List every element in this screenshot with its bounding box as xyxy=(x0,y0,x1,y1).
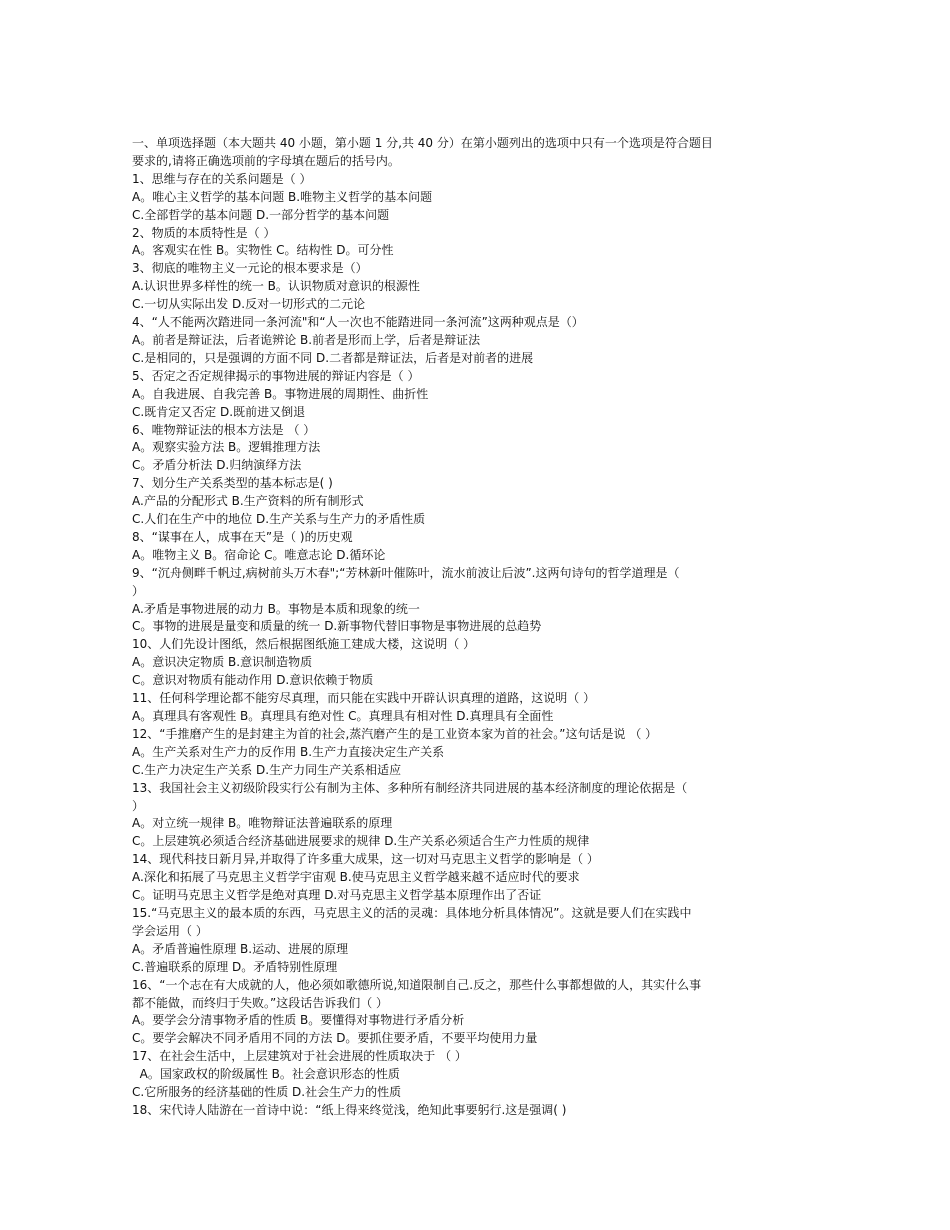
question-14-options-cd: C。证明马克思主义哲学是绝对真理 D.对马克思主义哲学基本原理作出了否证 xyxy=(132,888,542,903)
question-10-options-ab: A。意识决定物质 B.意识制造物质 xyxy=(132,655,313,670)
question-6-options-cd: C。矛盾分析法 D.归纳演绎方法 xyxy=(132,458,302,473)
question-11-options: A。真理具有客观性 B。真理具有绝对性 C。真理具有相对性 D.真理具有全面性 xyxy=(132,709,554,723)
question-12: 12、“手推磨产生的是封建主为首的社会,蒸汽磨产生的是工业资本家为首的社会。”这句话是说 （ ） xyxy=(132,726,658,741)
question-3-options-cd: C.一切从实际出发 D.反对一切形式的二元论 xyxy=(132,297,366,312)
question-16-cont: 都不能做，而终归于失败。”这段话告诉我们（ ） xyxy=(132,995,389,1010)
question-1-options-cd: C.全部哲学的基本问题 D.一部分哲学的基本问题 xyxy=(132,207,390,222)
question-1: 1、思维与存在的关系问题是（ ） xyxy=(132,171,312,186)
question-7-options-cd: C.人们在生产中的地位 D.生产关系与生产力的矛盾性质 xyxy=(132,512,426,527)
section-heading: 一、单项选择题（本大题共 40 小题，第小题 1 分,共 40 分）在第小题列出的选项中只有一个选项是符合题目 xyxy=(132,136,713,150)
question-15-options-ab: A。矛盾普遍性原理 B.运动、进展的原理 xyxy=(132,941,349,956)
question-10-options-cd: C。意识对物质有能动作用 D.意识依赖于物质 xyxy=(132,673,374,688)
question-4-options-ab: A。前者是辩证法，后者诡辨论 B.前者是形而上学，后者是辩证法 xyxy=(132,332,481,347)
question-15-options-cd: C.普遍联系的原理 D。矛盾特别性原理 xyxy=(132,959,338,974)
question-9-options-ab: A.矛盾是事物进展的动力 B。事物是本质和现象的统一 xyxy=(132,601,420,616)
question-2: 2、物质的本质特性是（ ） xyxy=(132,225,276,240)
question-8: 8、“谋事在人，成事在天”是（ )的历史观 xyxy=(132,529,353,544)
question-15-cont: 学会运用（ ） xyxy=(132,923,208,938)
question-16-options-cd: C。要学会解决不同矛盾用不同的方法 D。要抓住要矛盾，不要平均使用力量 xyxy=(132,1031,538,1046)
exam-document xyxy=(132,135,808,1120)
question-8-options: A。唯物主义 B。宿命论 C。唯意志论 D.循环论 xyxy=(132,547,386,562)
question-14-options-ab: A.深化和拓展了马克思主义哲学宇宙观 B.使马克思主义哲学越来越不适应时代的要求 xyxy=(132,870,580,885)
question-10: 10、人们先设计图纸，然后根据图纸施工建成大楼，这说明（ ） xyxy=(132,637,476,652)
question-4-options-cd: C.是相同的，只是强调的方面不同 D.二者都是辩证法，后者是对前者的进展 xyxy=(132,350,534,365)
question-13: 13、我国社会主义初级阶段实行公有制为主体、多种所有制经济共同进展的基本经济制度的理论依据是（ xyxy=(132,780,688,795)
question-1-options-ab: A。唯心主义哲学的基本问题 B.唯物主义哲学的基本问题 xyxy=(132,189,433,204)
question-13-options-ab: A。对立统一规律 B。唯物辩证法普遍联系的原理 xyxy=(132,816,393,831)
question-12-options-ab: A。生产关系对生产力的反作用 B.生产力直接决定生产关系 xyxy=(132,744,445,759)
question-16-options-ab: A。要学会分清事物矛盾的性质 B。要懂得对事物进行矛盾分析 xyxy=(132,1013,465,1028)
question-5: 5、否定之否定规律揭示的事物进展的辩证内容是（ ） xyxy=(132,368,420,383)
question-13-options-cd: C。上层建筑必须适合经济基础进展要求的规律 D.生产关系必须适合生产力性质的规律 xyxy=(132,834,590,849)
question-15: 15.“马克思主义的最本质的东西，马克思主义的活的灵魂：具体地分析具体情况”。这就是要人们在实践中 xyxy=(132,905,692,920)
question-16: 16、“一个志在有大成就的人，他必须如歌德所说,知道限制自己.反之，那些什么事都想做的人，其实什么事 xyxy=(132,977,702,992)
question-13-cont: ） xyxy=(132,798,145,813)
question-3-options-ab: A.认识世界多样性的统一 B。认识物质对意识的根源性 xyxy=(132,279,420,294)
question-6-options-ab: A。观察实验方法 B。逻辑推理方法 xyxy=(132,440,321,455)
question-7-options-ab: A.产品的分配形式 B.生产资料的所有制形式 xyxy=(132,494,364,509)
question-18: 18、宋代诗人陆游在一首诗中说：“纸上得来终觉浅，绝知此事要躬行.这是强调( ) xyxy=(132,1102,567,1117)
question-17-options-ab: A。国家政权的阶级属性 B。社会意识形态的性质 xyxy=(132,1067,400,1082)
question-7: 7、划分生产关系类型的基本标志是( ) xyxy=(132,476,333,491)
question-9-cont: ） xyxy=(132,583,145,598)
question-2-options: A。客观实在性 B。实物性 C。结构性 D。可分性 xyxy=(132,243,394,258)
question-5-options-cd: C.既肯定又否定 D.既前进又倒退 xyxy=(132,404,306,419)
question-12-options-cd: C.生产力决定生产关系 D.生产力同生产关系相适应 xyxy=(132,762,402,777)
question-11: 11、任何科学理论都不能穷尽真理，而只能在实践中开辟认识真理的道路，这说明（ ） xyxy=(132,691,596,706)
question-17-options-cd: C.它所服务的经济基础的性质 D.社会生产力的性质 xyxy=(132,1085,402,1100)
question-14: 14、现代科技日新月异,并取得了许多重大成果，这一切对马克思主义哲学的影响是（ ） xyxy=(132,852,599,867)
question-9: 9、“沉舟侧畔千帆过,病树前头万木春";“芳林新叶催陈叶，流水前波让后波”.这两句诗句的哲学道理是（ xyxy=(132,565,680,580)
question-4: 4、“人不能两次踏进同一条河流"和“人一次也不能踏进同一条河流”这两种观点是（） xyxy=(132,315,584,330)
question-6: 6、唯物辩证法的根本方法是 （ ） xyxy=(132,422,316,437)
question-5-options-ab: A。自我进展、自我完善 B。事物进展的周期性、曲折性 xyxy=(132,386,429,401)
question-3: 3、彻底的唯物主义一元论的根本要求是（） xyxy=(132,261,368,276)
question-9-options-cd: C。事物的进展是量变和质量的统一 D.新事物代替旧事物是事物进展的总趋势 xyxy=(132,619,542,634)
question-17: 17、在社会生活中，上层建筑对于社会进展的性质取决于 （ ） xyxy=(132,1049,467,1064)
section-heading-cont: 要求的,请将正确选项前的字母填在题后的括号内。 xyxy=(132,153,400,168)
